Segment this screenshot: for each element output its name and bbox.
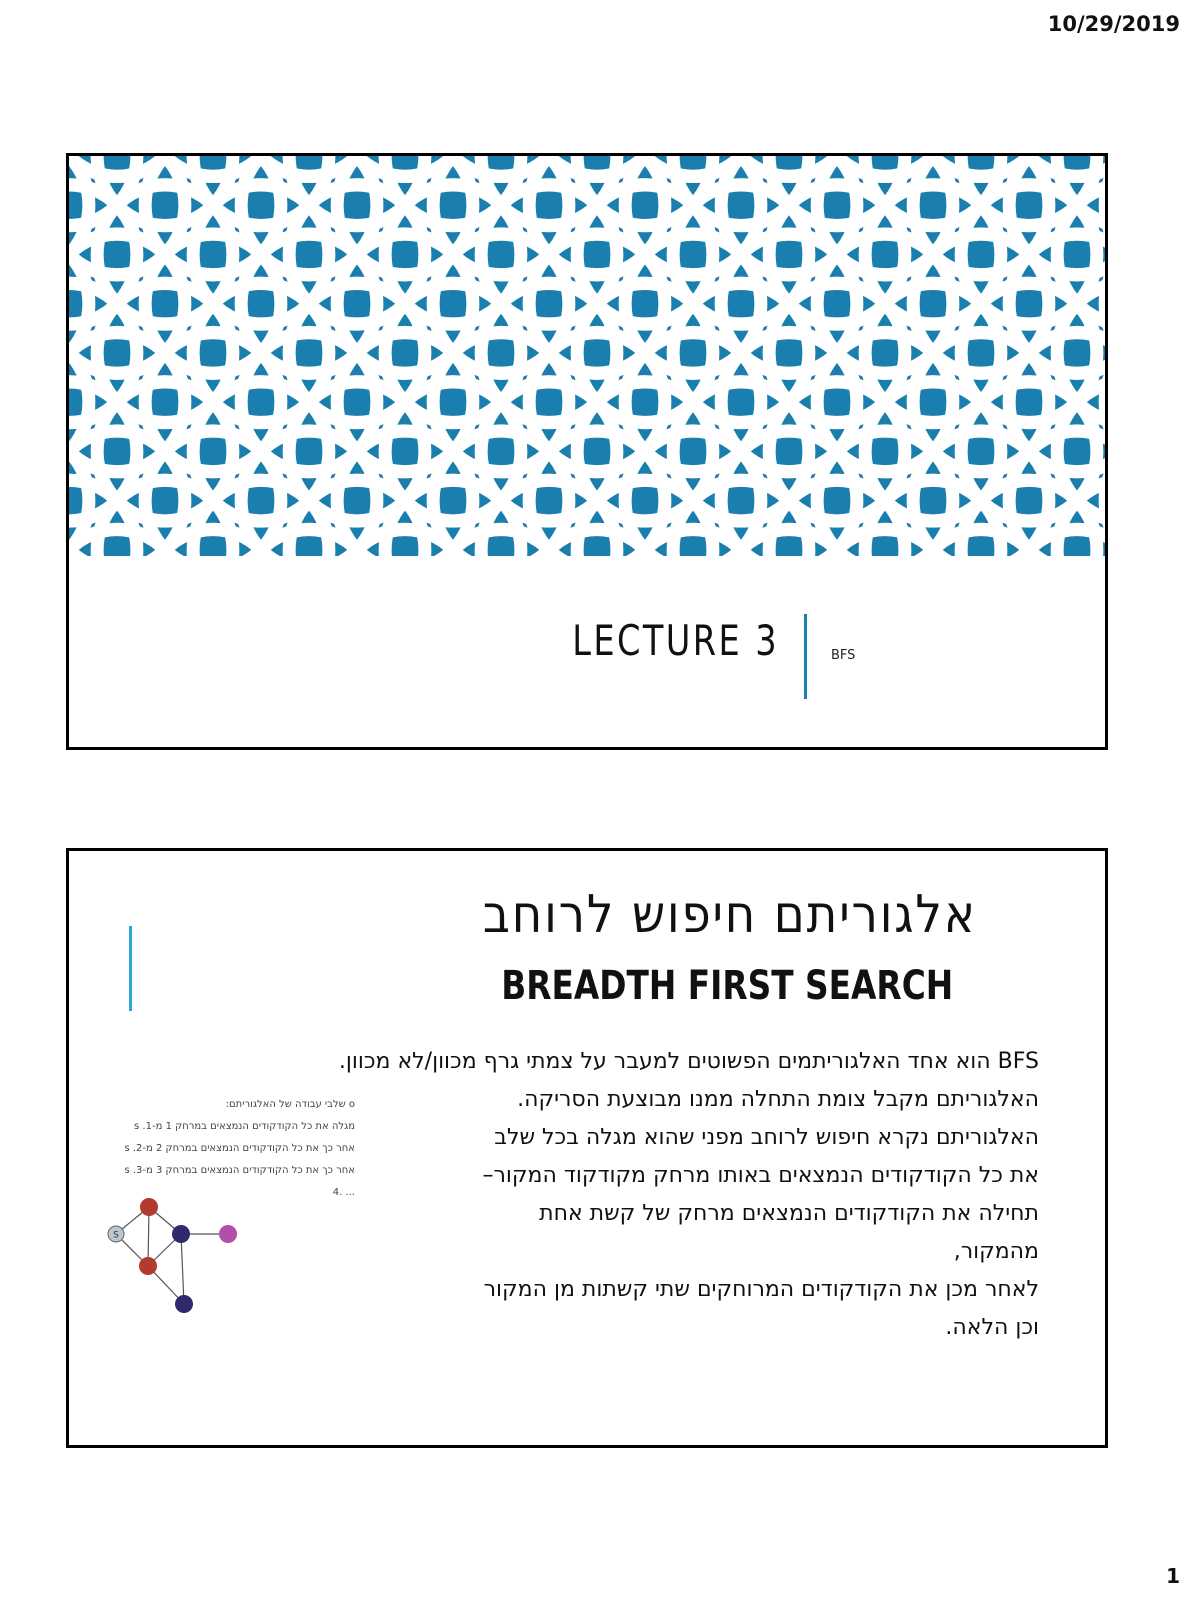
inset-step: אחר כך את כל הקודקודים הנמצאים במרחק 2 מ-s .2	[124, 1143, 355, 1154]
inset-step: אחר כך את כל הקודקודים הנמצאים במרחק 3 מ-s .3	[124, 1165, 355, 1176]
graph-node	[140, 1198, 158, 1216]
body-line: BFS הוא אחד האלגוריתמים הפשוטים למעבר על צמתי גרף מכוון/לא מכוון.	[338, 1049, 1039, 1074]
body-line: לאחר מכן את הקודקודים המרוחקים שתי קשתות מן המקור	[483, 1277, 1039, 1302]
accent-line	[129, 926, 132, 1011]
graph-edge	[181, 1234, 184, 1304]
english-title: BREADTH FIRST SEARCH	[501, 963, 953, 1009]
slide-title-text: LECTURE 3	[572, 616, 779, 665]
body-line: מהמקור,	[953, 1239, 1039, 1264]
slide-bfs-intro	[66, 848, 1108, 1448]
body-line: את כל הקודקודים הנמצאים באותו מרחק מקודקוד המקור–	[482, 1163, 1039, 1188]
body-line: האלגוריתם מקבל צומת התחלה ממנו מבוצעת הסריקה.	[517, 1087, 1039, 1112]
hebrew-title: אלגוריתם חיפוש לרוחב	[483, 885, 977, 945]
graph-node	[219, 1225, 237, 1243]
inset-step: ... .4	[332, 1187, 355, 1198]
body-text	[259, 1043, 1039, 1347]
inset-heading: o שלבי עבודה של האלגוריתם:	[225, 1099, 355, 1110]
body-line: האלגוריתם נקרא חיפוש לרוחב מפני שהוא מגלה בכל שלב	[494, 1125, 1039, 1150]
slide-subtitle: BFS	[831, 648, 856, 663]
decorative-circle-pattern	[69, 156, 1105, 556]
title-divider-line	[804, 614, 807, 699]
graph-node	[139, 1257, 157, 1275]
body-line: וכן הלאה.	[945, 1315, 1039, 1340]
bfs-graph-diagram	[81, 1189, 281, 1339]
page-number: 1	[1166, 1564, 1180, 1588]
header-date: 10/29/2019	[1047, 12, 1180, 36]
graph-node	[175, 1295, 193, 1313]
inset-step: מגלה את כל הקודקודים הנמצאים במרחק 1 מ-s .1	[134, 1121, 355, 1132]
inset-image	[81, 1099, 363, 1339]
body-line: תחילה את הקודקודים הנמצאים מרחק של קשת אחת	[539, 1201, 1039, 1226]
slide-title	[66, 153, 1108, 750]
source-node-label: S	[113, 1230, 119, 1241]
graph-node	[172, 1225, 190, 1243]
